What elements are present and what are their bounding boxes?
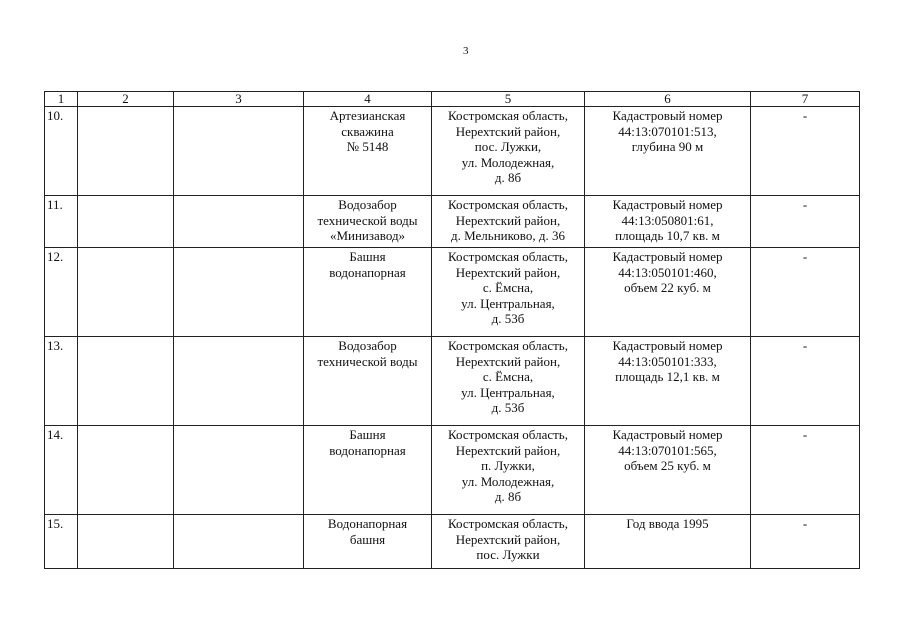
object-address <box>432 196 585 248</box>
object-name <box>304 248 432 337</box>
object-characteristics-text: Кадастровый номер 44:13:070101:513, глубина 90 м <box>612 108 723 154</box>
cell-col7: - <box>751 107 860 196</box>
object-address-text: Костромская область, Нерехтский район, пос. Лужки, ул. Молодежная, д. 8б <box>447 108 568 185</box>
object-name <box>304 337 432 426</box>
cell-col2 <box>78 515 174 569</box>
cell-col2 <box>78 107 174 196</box>
object-name-text: Башня водонапорная <box>329 427 406 458</box>
row-number: 13. <box>45 337 78 426</box>
table-row <box>45 248 860 337</box>
object-characteristics <box>585 196 751 248</box>
header-cell: 2 <box>78 92 174 107</box>
row-number: 14. <box>45 426 78 515</box>
object-name-text: Водонапорная башня <box>327 516 408 547</box>
table-row <box>45 107 860 196</box>
cell-col2 <box>78 196 174 248</box>
cell-col7: - <box>751 248 860 337</box>
header-cell: 3 <box>174 92 304 107</box>
table-row <box>45 515 860 569</box>
cell-col2 <box>78 248 174 337</box>
cell-col3 <box>174 248 304 337</box>
object-characteristics-text: Год ввода 1995 <box>626 516 709 531</box>
header-cell: 4 <box>304 92 432 107</box>
object-name-text: Башня водонапорная <box>329 249 406 280</box>
registry-table <box>44 91 860 569</box>
page-number: 3 <box>463 45 469 57</box>
cell-col3 <box>174 196 304 248</box>
object-characteristics-text: Кадастровый номер 44:13:050101:333, площадь 12,1 кв. м <box>612 338 723 384</box>
cell-col7: - <box>751 515 860 569</box>
object-address-text: Костромская область, Нерехтский район, пос. Лужки <box>447 516 568 562</box>
cell-col2 <box>78 337 174 426</box>
header-cell: 7 <box>751 92 860 107</box>
table-row <box>45 337 860 426</box>
object-address-text: Костромская область, Нерехтский район, с. Ёмсна, ул. Центральная, д. 53б <box>447 338 568 415</box>
row-number: 11. <box>45 196 78 248</box>
object-address <box>432 515 585 569</box>
object-characteristics <box>585 337 751 426</box>
row-number: 12. <box>45 248 78 337</box>
header-cell: 1 <box>45 92 78 107</box>
cell-col7: - <box>751 196 860 248</box>
object-name-text: Водозабор технической воды «Минизавод» <box>317 197 418 243</box>
row-number: 10. <box>45 107 78 196</box>
object-name-text: Водозабор технической воды <box>317 338 418 369</box>
object-name <box>304 196 432 248</box>
cell-col3 <box>174 515 304 569</box>
object-characteristics <box>585 248 751 337</box>
object-name <box>304 515 432 569</box>
object-name-text: Артезианская скважина № 5148 <box>329 108 406 154</box>
object-address <box>432 107 585 196</box>
cell-col3 <box>174 426 304 515</box>
object-characteristics <box>585 426 751 515</box>
object-characteristics <box>585 107 751 196</box>
cell-col7: - <box>751 426 860 515</box>
cell-col7: - <box>751 337 860 426</box>
object-name <box>304 426 432 515</box>
row-number: 15. <box>45 515 78 569</box>
object-characteristics-text: Кадастровый номер 44:13:070101:565, объем 25 куб. м <box>612 427 723 473</box>
object-name <box>304 107 432 196</box>
object-address-text: Костромская область, Нерехтский район, с. Ёмсна, ул. Центральная, д. 53б <box>447 249 568 326</box>
table-row <box>45 426 860 515</box>
object-address-text: Костромская область, Нерехтский район, д. Мельниково, д. 36 <box>447 197 568 243</box>
object-address-text: Костромская область, Нерехтский район, п. Лужки, ул. Молодежная, д. 8б <box>447 427 568 504</box>
object-address <box>432 426 585 515</box>
object-characteristics-text: Кадастровый номер 44:13:050101:460, объем 22 куб. м <box>612 249 723 295</box>
object-characteristics <box>585 515 751 569</box>
cell-col2 <box>78 426 174 515</box>
header-cell: 6 <box>585 92 751 107</box>
object-address <box>432 248 585 337</box>
table-header-row <box>45 92 860 107</box>
table-row <box>45 196 860 248</box>
cell-col3 <box>174 337 304 426</box>
object-characteristics-text: Кадастровый номер 44:13:050801:61, площадь 10,7 кв. м <box>612 197 723 243</box>
object-address <box>432 337 585 426</box>
cell-col3 <box>174 107 304 196</box>
header-cell: 5 <box>432 92 585 107</box>
